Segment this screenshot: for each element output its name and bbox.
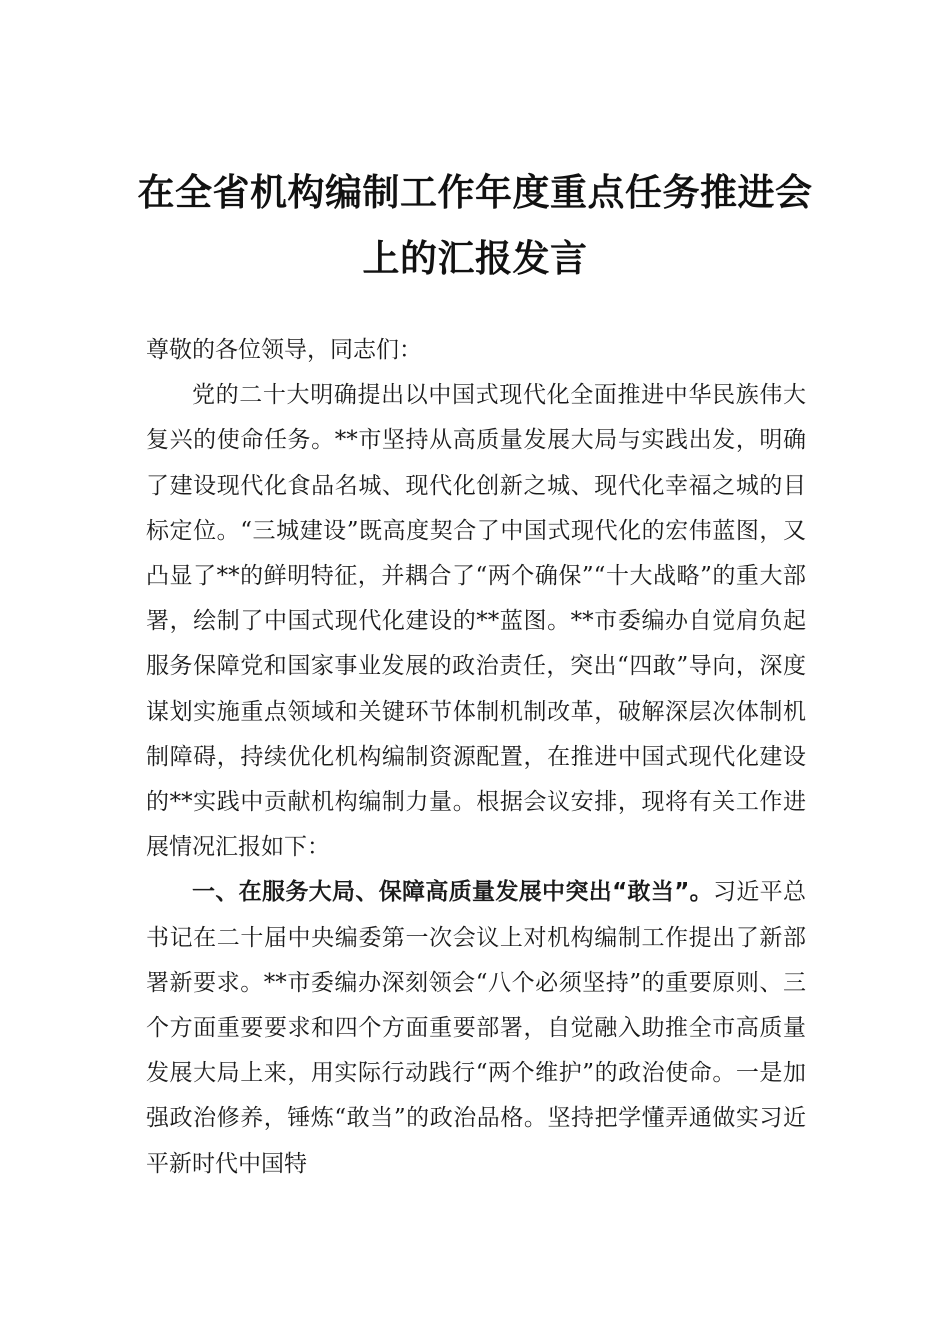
section-1-text: 习近平总书记在二十届中央编委第一次会议上对机构编制工作提出了新部署新要求。**市委编办深刻领会“八个必须坚持”的重要原则、三个方面重要要求和四个方面重要部署，自觉融入助推全市高质量发展大局上来，用实际行动践行“两个维护”的政治使命。一是加强政治修养，锤炼“敢当”的政治品格。坚持把学懂弄通做实习近平新时代中国特 xyxy=(146,879,807,1177)
document-body xyxy=(146,328,806,1187)
paragraph-section-1 xyxy=(146,870,806,1186)
paragraph-intro: 党的二十大明确提出以中国式现代化全面推进中华民族伟大复兴的使命任务。**市坚持从高质量发展大局与实践出发，明确了建设现代化食品名城、现代化创新之城、现代化幸福之城的目标定位。“三城建设”既高度契合了中国式现代化的宏伟蓝图，又凸显了**的鲜明特征，并耦合了“两个确保”“十大战略”的重大部署，绘制了中国式现代化建设的**蓝图。**市委编办自觉肩负起服务保障党和国家事业发展的政治责任，突出“四敢”导向，深度谋划实施重点领域和关键环节体制机制改革，破解深层次体制机制障碍，持续优化机构编制资源配置，在推进中国式现代化建设的**实践中贡献机构编制力量。根据会议安排，现将有关工作进展情况汇报如下： xyxy=(146,382,806,861)
document-title-line-2: 上的汇报发言 xyxy=(362,236,588,280)
greeting: 尊敬的各位领导，同志们： xyxy=(146,337,422,363)
section-1-heading: 一、在服务大局、保障高质量发展中突出“敢当”。 xyxy=(192,879,713,906)
document-title-line-1: 在全省机构编制工作年度重点任务推进会 xyxy=(137,170,813,214)
